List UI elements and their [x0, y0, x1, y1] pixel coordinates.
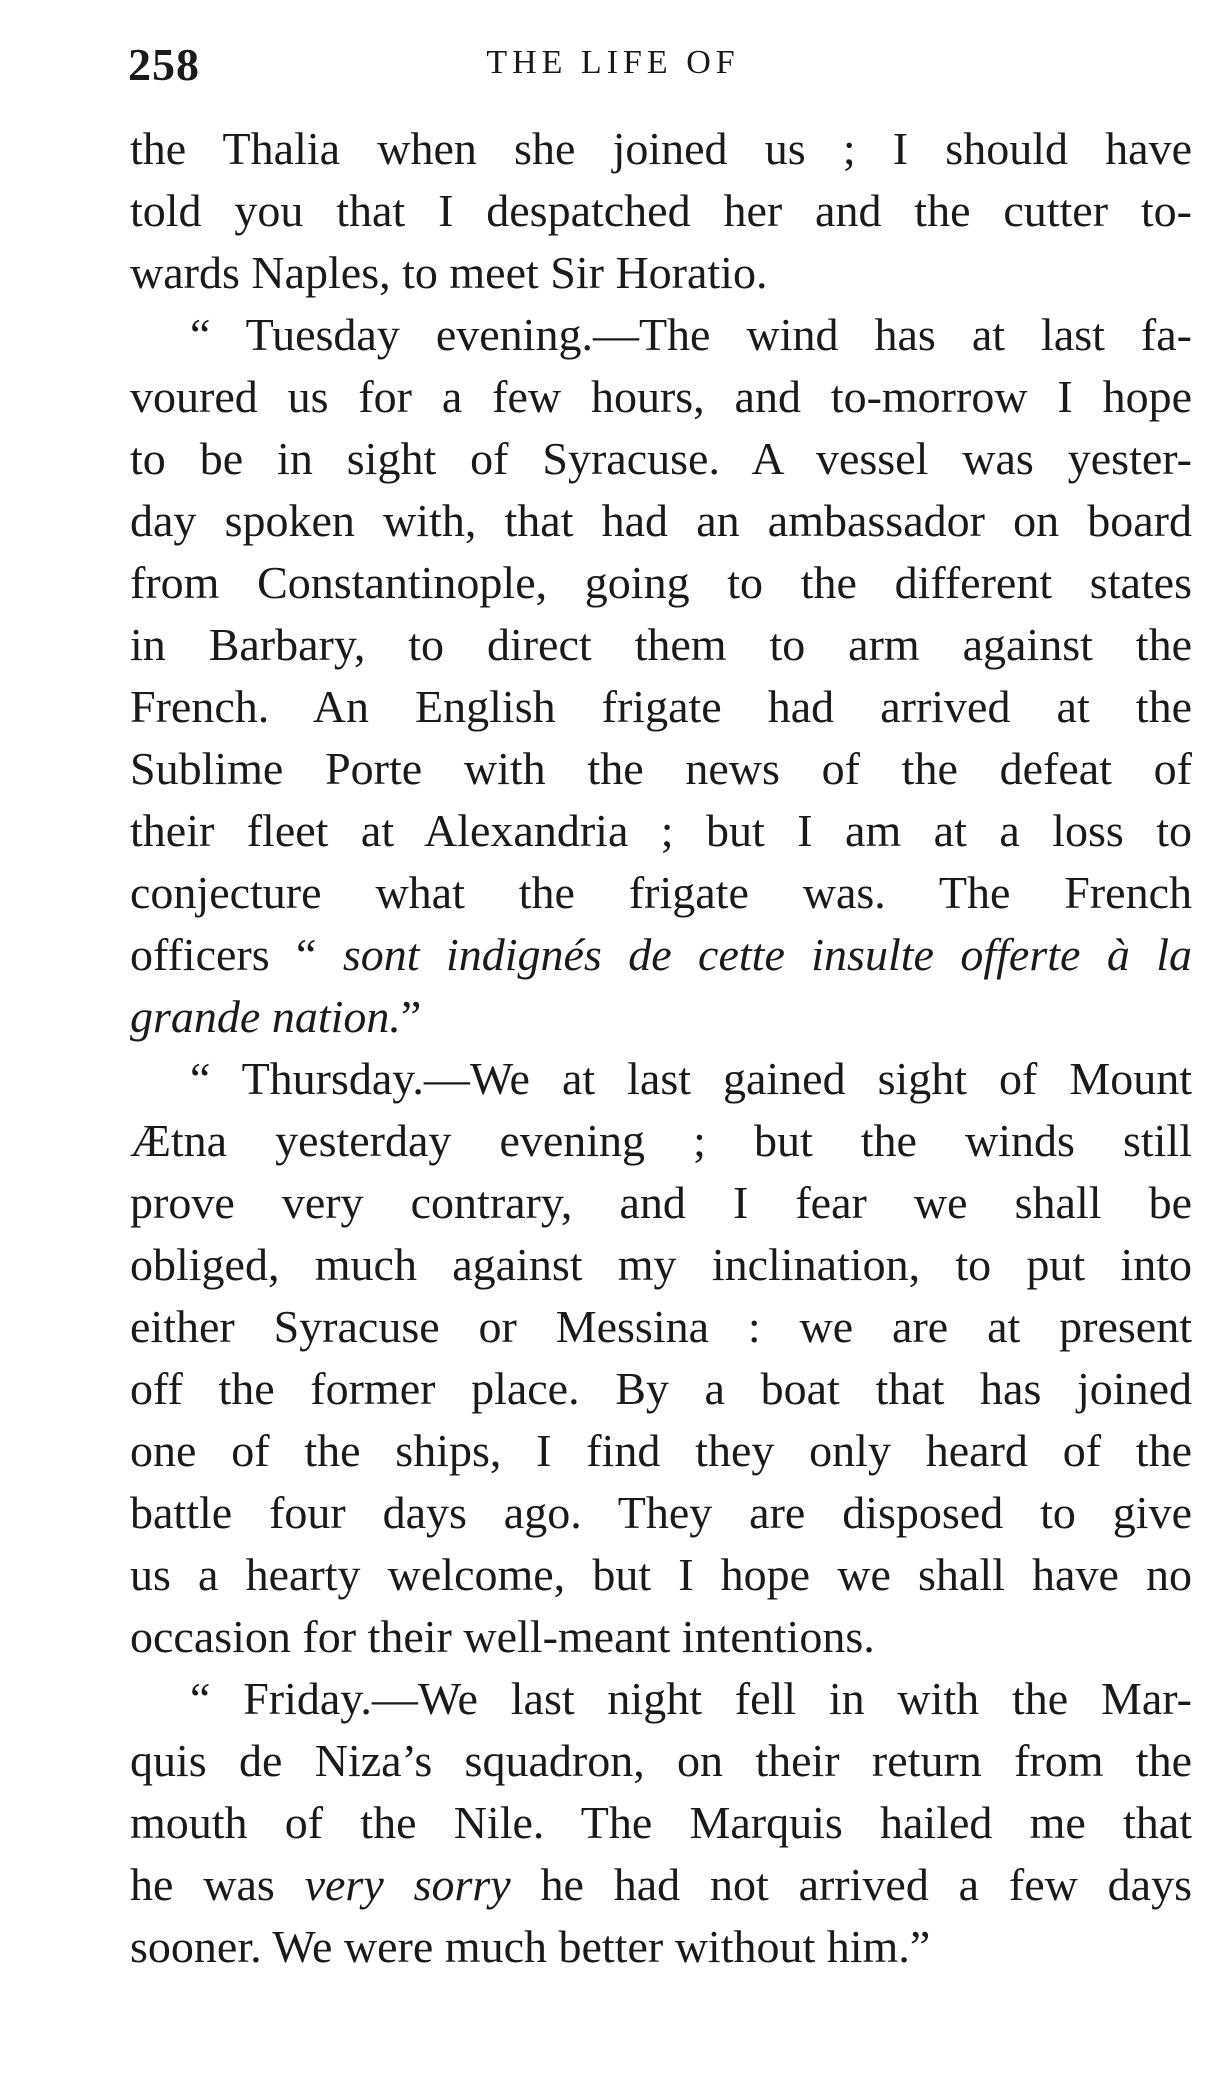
text-line: [130, 862, 1192, 924]
text-line: [130, 428, 1192, 490]
text-line: [130, 1730, 1192, 1792]
paragraph: [130, 1668, 1192, 1978]
text-segment: ”: [400, 991, 422, 1042]
text-line: [130, 1048, 1192, 1110]
text-line: [130, 1358, 1192, 1420]
text-segment: “ Thursday.—We at last gained sight of Mount: [190, 1053, 1192, 1104]
text-line: [130, 1110, 1192, 1172]
text-segment: occasion for their well-meant intentions.: [130, 1611, 875, 1662]
text-segment: quis de Niza’s squadron, on their return from the: [130, 1735, 1192, 1786]
text-segment: us a hearty welcome, but I hope we shall have no: [130, 1549, 1192, 1600]
paragraph: [130, 304, 1192, 1048]
text-segment: to be in sight of Syracuse. A vessel was yester-: [130, 433, 1192, 484]
text-line: [130, 986, 1192, 1048]
text-segment: obliged, much against my inclination, to put into: [130, 1239, 1192, 1290]
text-segment: Ætna yesterday evening ; but the winds still: [130, 1115, 1192, 1166]
text-segment: sooner. We were much better without him.”: [130, 1921, 931, 1972]
text-line: [130, 1234, 1192, 1296]
italic-text: sont indignés de cette insulte offerte à la: [342, 929, 1192, 980]
text-segment: day spoken with, that had an ambassador on board: [130, 495, 1192, 546]
page-header: [0, 38, 1226, 98]
text-line: [130, 1482, 1192, 1544]
text-line: [130, 1916, 1192, 1978]
text-segment: told you that I despatched her and the cutter to-: [130, 185, 1192, 236]
running-title: THE LIFE OF: [486, 44, 740, 81]
text-line: [130, 304, 1192, 366]
text-line: [130, 800, 1192, 862]
text-segment: conjecture what the frigate was. The French: [130, 867, 1192, 918]
italic-text: grande nation.: [130, 991, 401, 1042]
text-segment: “ Friday.—We last night fell in with the Mar-: [190, 1673, 1192, 1724]
text-segment: battle four days ago. They are disposed to give: [130, 1487, 1192, 1538]
text-segment: officers “: [130, 929, 343, 980]
text-line: [130, 1854, 1192, 1916]
text-line: [130, 180, 1192, 242]
text-segment: off the former place. By a boat that has joined: [130, 1363, 1192, 1414]
text-line: [130, 1792, 1192, 1854]
body-text: [130, 118, 1192, 1978]
text-line: [130, 1544, 1192, 1606]
text-line: [130, 676, 1192, 738]
text-segment: from Constantinople, going to the different states: [130, 557, 1192, 608]
text-line: [130, 1296, 1192, 1358]
text-segment: he had not arrived a few days: [510, 1859, 1192, 1910]
page-number: 258: [128, 39, 200, 90]
text-segment: mouth of the Nile. The Marquis hailed me that: [130, 1797, 1192, 1848]
text-line: [130, 1420, 1192, 1482]
text-segment: voured us for a few hours, and to-morrow I hope: [130, 371, 1192, 422]
text-segment: the Thalia when she joined us ; I should have: [130, 123, 1192, 174]
text-line: [130, 490, 1192, 552]
text-line: [130, 552, 1192, 614]
text-segment: their fleet at Alexandria ; but I am at a loss to: [130, 805, 1192, 856]
text-segment: wards Naples, to meet Sir Horatio.: [130, 247, 768, 298]
text-segment: in Barbary, to direct them to arm against the: [130, 619, 1192, 670]
text-line: [130, 366, 1192, 428]
text-line: [130, 924, 1192, 986]
paragraph: [130, 118, 1192, 304]
text-segment: he was: [130, 1859, 305, 1910]
text-line: [130, 1172, 1192, 1234]
text-line: [130, 118, 1192, 180]
text-segment: Sublime Porte with the news of the defeat of: [130, 743, 1192, 794]
italic-text: very sorry: [304, 1859, 511, 1910]
text-line: [130, 1668, 1192, 1730]
text-line: [130, 242, 1192, 304]
paragraph: [130, 1048, 1192, 1668]
text-segment: either Syracuse or Messina : we are at present: [130, 1301, 1192, 1352]
text-segment: French. An English frigate had arrived at the: [130, 681, 1192, 732]
text-segment: “ Tuesday evening.—The wind has at last fa-: [190, 309, 1192, 360]
text-line: [130, 614, 1192, 676]
text-segment: one of the ships, I find they only heard of the: [130, 1425, 1192, 1476]
text-segment: prove very contrary, and I fear we shall be: [130, 1177, 1192, 1228]
text-line: [130, 738, 1192, 800]
text-line: [130, 1606, 1192, 1668]
